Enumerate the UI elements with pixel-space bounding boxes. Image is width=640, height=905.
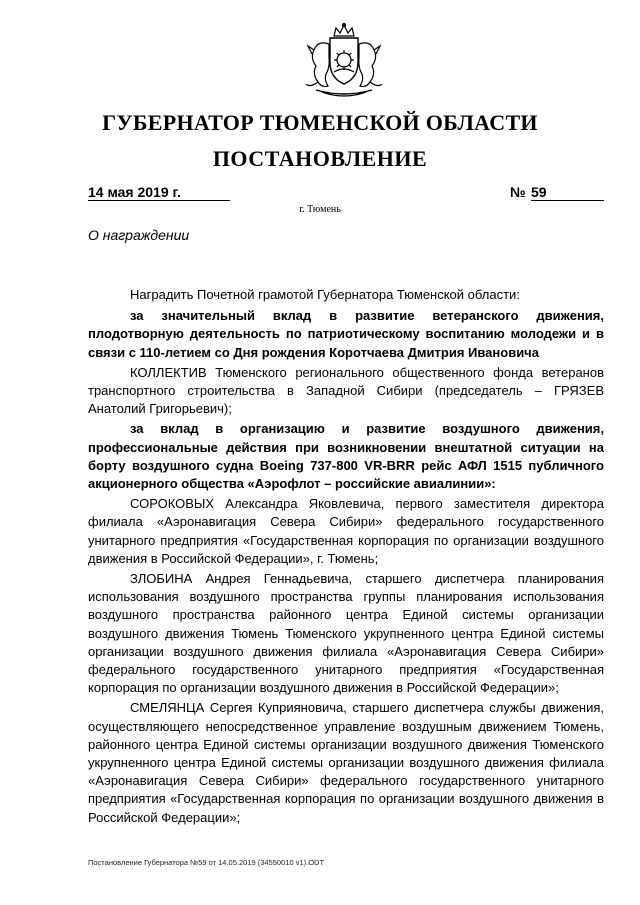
award-reason-veterans: за значительный вклад в развитие ветеранского движения, плодотворную деятельность по патриотическому воспитанию молодежи и в связи с 110-летием со Дня рождения Коротчаева Дмитрия Ивановича	[88, 308, 604, 360]
document-type-title: ПОСТАНОВЛЕНИЕ	[212, 146, 428, 171]
recipient-sorokovykh: СОРОКОВЫХ Александра Яковлевича, первого заместителя директора филиала «Аэронавигация Севера Сибири» федерального государственного унитарного предприятия «Государственная корпорация по организации воздушного движения в Российской Федерации», г. Тюмень;	[88, 496, 604, 566]
recipient-smelyanets: СМЕЛЯНЦА Сергея Куприяновича, старшего диспетчера службы движения, осуществляющего непосредственное управление воздушным движением Тюмень, районного центра Единой системы организации воздушного движения Тюменского укрупненного центра Единой системы организации воздушного движения филиала «Аэронавигация Севера Сибири» федерального государственного унитарного предприятия «Государственная корпорация по организации воздушного движения в Российской Федерации»;	[88, 700, 604, 825]
decree-number-field	[510, 184, 604, 200]
award-reason-air-traffic: за вклад в организацию и развитие воздушного движения, профессиональные действия при возникновении внештатной ситуации на борту воздушного судна Boeing 737-800 VR-BRR рейс АФЛ 1515 публичного акционерного общества «Аэрофлот – российские авиалинии»:	[88, 421, 604, 492]
city-label: г. Тюмень	[299, 204, 341, 215]
decree-body	[88, 286, 604, 827]
footer-reference: Постановление Губернатора №59 от 14.05.2019 (34550010 v1).ODT	[88, 858, 325, 867]
decree-number: 59	[531, 184, 604, 201]
intro-paragraph: Наградить Почетной грамотой Губернатора Тюменской области:	[130, 287, 520, 302]
coat-of-arms-icon	[296, 22, 392, 100]
governor-title: ГУБЕРНАТОР ТЮМЕНСКОЙ ОБЛАСТИ	[102, 110, 538, 135]
recipient-collective: КОЛЛЕКТИВ Тюменского регионального общественного фонда ветеранов транспортного строительства в Западной Сибири (председатель – ГРЯЗЕВ Анатолий Григорьевич);	[88, 364, 604, 417]
recipient-zlobin: ЗЛОБИНА Андрея Геннадьевича, старшего диспетчера планирования использования воздушного пространства группы планирования использования воздушного пространства районного центра Единой системы организации воздушного движения Тюмень Тюменского укрупненного центра Единой системы организации воздушного движения филиала «Аэронавигация Севера Сибири» федерального государственного унитарного предприятия «Государственная корпорация по организации воздушного движения в Российской Федерации»;	[88, 571, 604, 696]
number-sign: №	[510, 184, 526, 200]
decree-subject: О награждении	[88, 227, 190, 243]
decree-date: 14 мая 2019 г.	[88, 184, 230, 201]
